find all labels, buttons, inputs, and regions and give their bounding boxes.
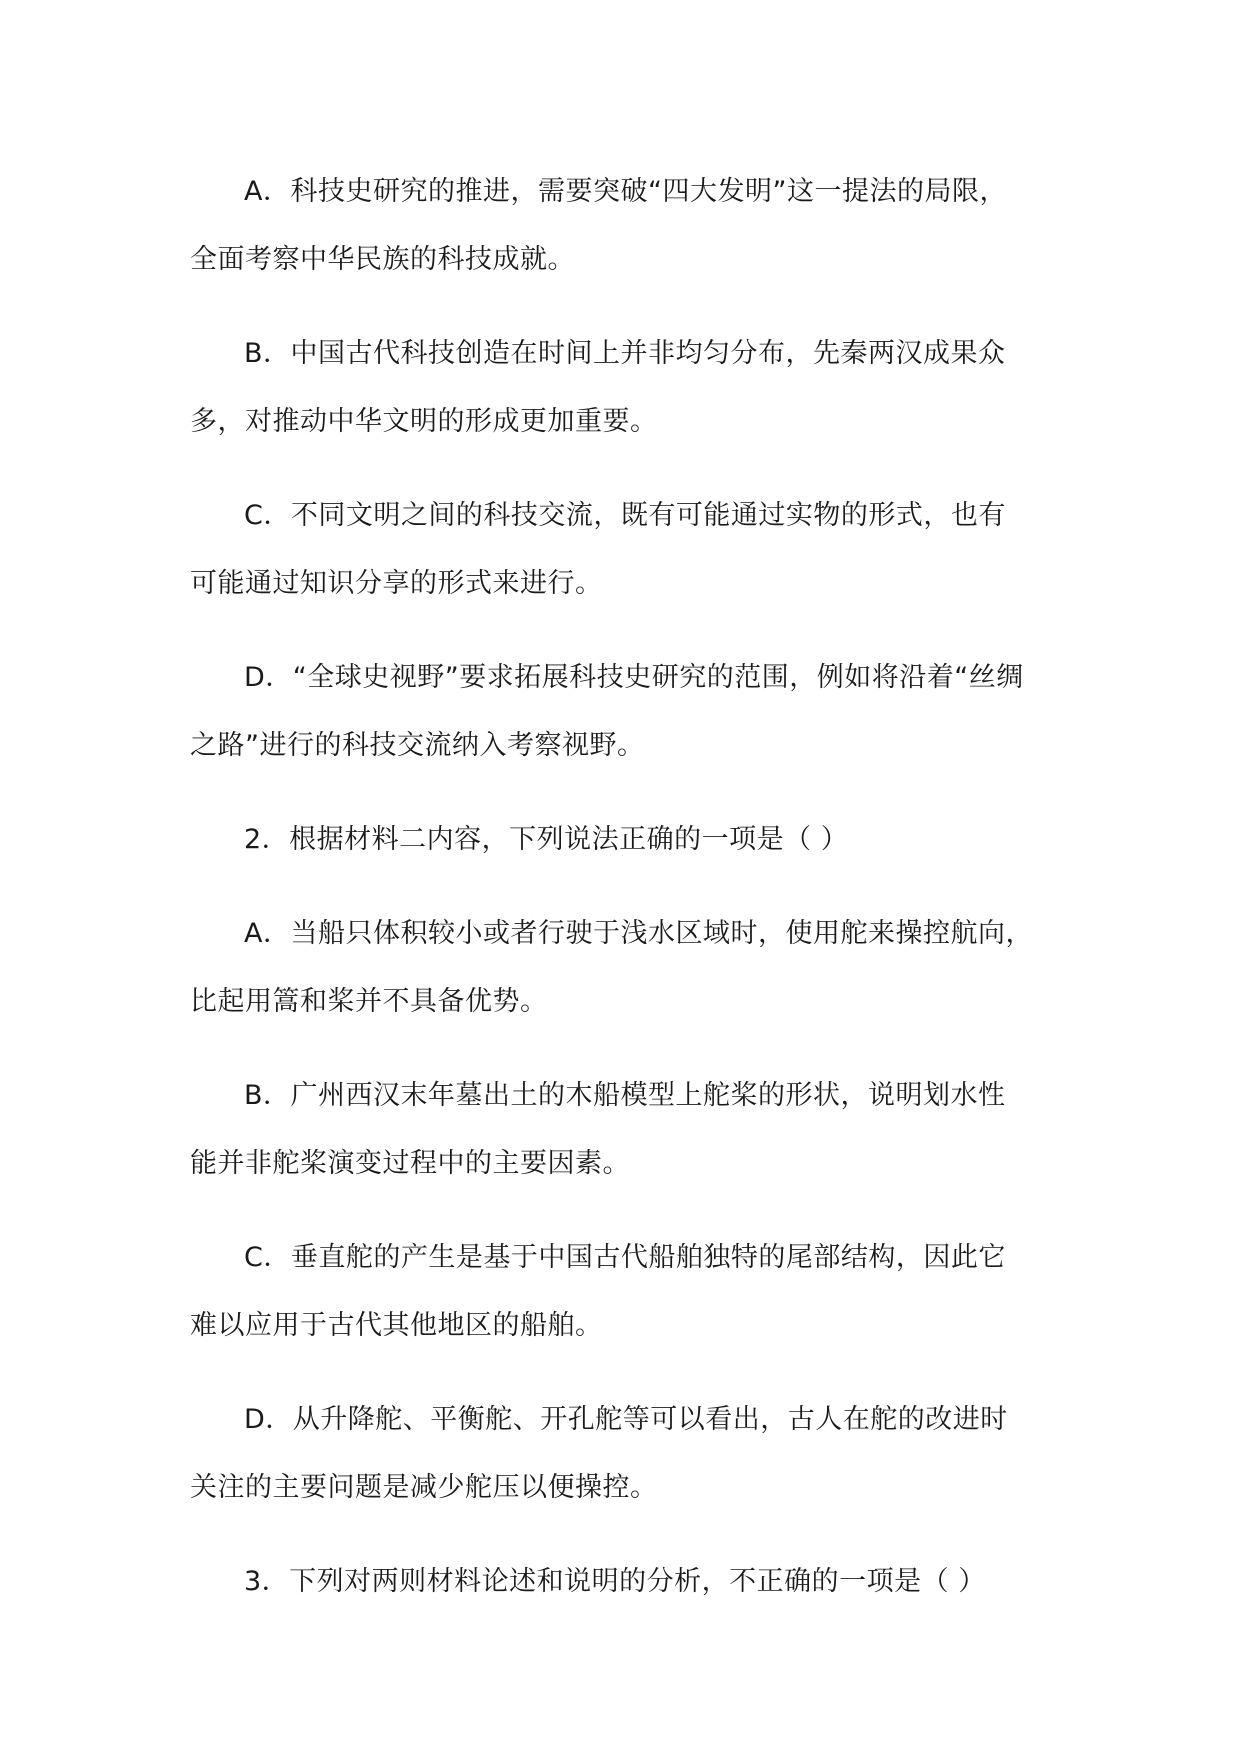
text-line: 2．根据材料二内容，下列说法正确的一项是（ ） bbox=[244, 824, 849, 855]
q1-option-a bbox=[190, 158, 1060, 294]
text-line: 能并非舵桨演变过程中的主要因素。 bbox=[190, 1148, 630, 1179]
text-line: 3．下列对两则材料论述和说明的分析，不正确的一项是（ ） bbox=[244, 1566, 986, 1597]
text-line: A．当船只体积较小或者行驶于浅水区域时，使用舵来操控航向， bbox=[244, 918, 1033, 949]
q2-option-d bbox=[190, 1386, 1060, 1522]
text-line: C．不同文明之间的科技交流，既有可能通过实物的形式，也有 bbox=[244, 500, 1006, 531]
text-line: 之路”进行的科技交流纳入考察视野。 bbox=[190, 730, 645, 761]
text-line: B．中国古代科技创造在时间上并非均匀分布，先秦两汉成果众 bbox=[244, 338, 1006, 369]
q1-option-c bbox=[190, 482, 1060, 618]
text-line: 比起用篙和桨并不具备优势。 bbox=[190, 986, 548, 1017]
q3-stem bbox=[190, 1548, 1060, 1616]
q1-option-d bbox=[190, 644, 1060, 780]
text-line: 可能通过知识分享的形式来进行。 bbox=[190, 568, 603, 599]
text-line: A．科技史研究的推进，需要突破“四大发明”这一提法的局限， bbox=[244, 176, 1007, 207]
q2-option-a bbox=[190, 900, 1060, 1036]
text-line: 多，对推动中华文明的形成更加重要。 bbox=[190, 406, 658, 437]
text-line: D．从升降舵、平衡舵、开孔舵等可以看出，古人在舵的改进时 bbox=[244, 1404, 1008, 1435]
text-line: 难以应用于古代其他地区的船舶。 bbox=[190, 1310, 603, 1341]
text-line: D．“全球史视野”要求拓展科技史研究的范围，例如将沿着“丝绸 bbox=[244, 662, 1024, 693]
text-line: 关注的主要问题是减少舵压以便操控。 bbox=[190, 1472, 658, 1503]
q2-option-b bbox=[190, 1062, 1060, 1198]
document-body bbox=[190, 158, 1060, 1642]
text-line: 全面考察中华民族的科技成就。 bbox=[190, 244, 575, 275]
text-line: B．广州西汉末年墓出土的木船模型上舵桨的形状，说明划水性 bbox=[244, 1080, 1006, 1111]
q1-option-b bbox=[190, 320, 1060, 456]
q2-stem bbox=[190, 806, 1060, 874]
q2-option-c bbox=[190, 1224, 1060, 1360]
text-line: C．垂直舵的产生是基于中国古代船舶独特的尾部结构，因此它 bbox=[244, 1242, 1006, 1273]
